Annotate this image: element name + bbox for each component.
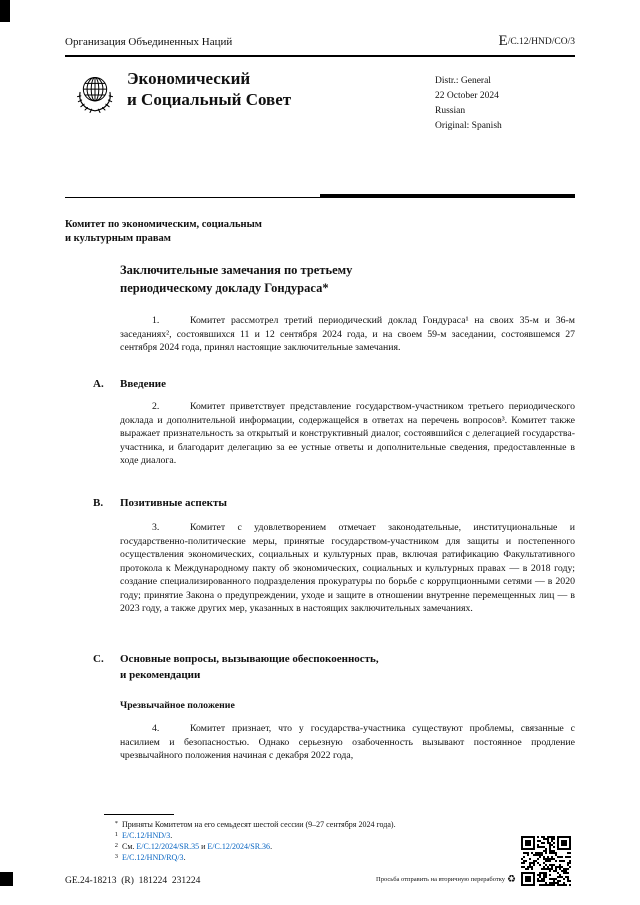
document-symbol-number: /C.12/HND/CO/3 [507,37,575,47]
document-symbol [499,34,575,48]
distr-line: Distr.: General [435,76,491,86]
section-a-heading [93,377,166,393]
distr-original: Original: Spanish [435,121,502,131]
subheading-state-of-emergency: Чрезвычайное положение [120,700,235,711]
masthead [65,34,575,48]
distribution-block [435,74,502,134]
footnote-star-marker: * [114,820,118,827]
section-b-title: Позитивные аспекты [120,497,227,509]
section-a-label: A. [93,378,104,390]
section-c-heading [93,652,379,683]
footnote-1-suffix: . [170,831,173,840]
document-title-line1: Заключительные замечания по третьему [120,263,353,277]
footnote-2-prefix: См. [122,842,137,851]
header-rule [65,55,575,57]
footnote-3-link[interactable]: E/C.12/HND/RQ/3 [122,853,184,862]
council-title-line2: и Социальный Совет [127,90,292,109]
title-rule [65,194,575,198]
distr-language: Russian [435,106,466,116]
recycle-note-text: Просьба отправить на вторичную переработку [376,876,506,883]
footnote-1 [104,831,575,842]
footnote-star [104,820,575,831]
recycle-note [376,874,516,885]
document-title-line2: периодическому докладу Гондураса* [120,280,329,295]
print-registration-mark-top [0,0,10,22]
footnote-3-suffix: . [183,853,186,862]
paragraph-4 [120,722,575,763]
document-title [120,262,352,297]
footnote-1-link[interactable]: E/C.12/HND/3 [122,831,171,840]
paragraph-2-text: Комитет приветствует представление государством-участником третьего периодического доклада и дополнительной информации, содержащейся в ответах на перечень вопросов³. Комитет также выражает признательность за открытый и конструктивный диалог, состоявшийся с делегацией государства-участника, и благодарит делегацию за ее устные ответы и дополнительные сведения, предоставленные в ходе диалога. [120,401,575,466]
paragraph-1-text: Комитет рассмотрел третий периодический доклад Гондураса¹ на своих 35-м и 36-м заседаниях², состоявшихся 11 и 12 сентября 2024 года, и на своем 59-м заседании, состоявшемся 27 сентября 2024 года, принял настоящие заключительные замечания. [120,315,575,353]
committee-name-line1: Комитет по экономическим, социальным [65,219,262,230]
section-b-heading [93,496,227,512]
section-c-title [120,652,379,683]
footnote-2-link-2[interactable]: E/C.12/2024/SR.36 [207,842,271,851]
committee-name [65,218,262,245]
paragraph-1-number: 1. [152,315,160,326]
section-b-label: B. [93,497,104,509]
footnote-separator [104,814,174,815]
footnote-2-mid: и [199,842,208,851]
distr-date: 22 October 2024 [435,91,499,101]
document-symbol-series: E [498,33,508,49]
section-c-title-line2: и рекомендации [120,668,201,681]
footnote-3-marker: 3 [114,853,118,860]
paragraph-2-number: 2. [152,401,160,412]
recycle-icon: ♻ [507,874,516,885]
paragraph-1 [120,314,575,355]
paragraph-4-number: 4. [152,723,160,734]
paragraph-2 [120,400,575,468]
ge-symbol-code: GE.24-18213 (R) 181224 231224 [65,876,201,886]
council-title [127,68,291,110]
qr-code [521,836,571,891]
footnote-1-text [122,831,172,841]
paragraph-3 [120,521,575,616]
footnote-2 [104,842,575,853]
paragraph-4-text: Комитет признает, что у государства-участника существуют проблемы, связанные с насилием и безопасностью. Однако серьезную озабоченность вызывают постоянное продление чрезвычайного положения начиная с декабря 2022 года, [120,723,575,761]
paragraph-3-number: 3. [152,522,160,533]
footnote-2-text [122,842,272,852]
section-c-title-line1: Основные вопросы, вызывающие обеспокоенность, [120,653,379,665]
footnote-3 [104,853,575,864]
org-name: Организация Объединенных Наций [65,36,233,48]
title-rule-thin [65,197,320,199]
committee-name-line2: и культурным правам [65,232,171,244]
paragraph-3-text: Комитет с удовлетворением отмечает законодательные, институциональные и государственно-политические меры, принятые государством-участником для защиты и постепенного осуществления экономических, социальных и культурных прав, включая ратификацию Факультативного протокола к Международному пакту об экономических, социальных и культурных правах — в 2018 году; создание специализированного подразделения прокуратуры по борьбе с коррупционными сетями — в 2020 году; принятие Закона о предупреждении, уходе и защите в отношении внутренне перемещенных лиц — в 2023 году, а также других мер, указанных в настоящих заключительных замечаниях. [120,522,575,614]
print-registration-mark-bottom [0,872,13,886]
title-rule-thick [320,194,575,198]
footnote-3-text [122,853,186,863]
footnote-star-text: Приняты Комитетом на его семьдесят шестой сессии (9–27 сентября 2024 года). [122,820,396,829]
footnote-2-link-1[interactable]: E/C.12/2024/SR.35 [136,842,200,851]
footnote-2-suffix: . [270,842,273,851]
council-title-line1: Экономический [127,69,251,88]
footnote-2-marker: 2 [114,842,118,849]
un-emblem-icon [70,70,120,125]
footnote-1-marker: 1 [114,831,118,838]
section-c-label: C. [93,653,104,665]
footnotes [104,820,575,864]
section-a-title: Введение [120,378,167,390]
